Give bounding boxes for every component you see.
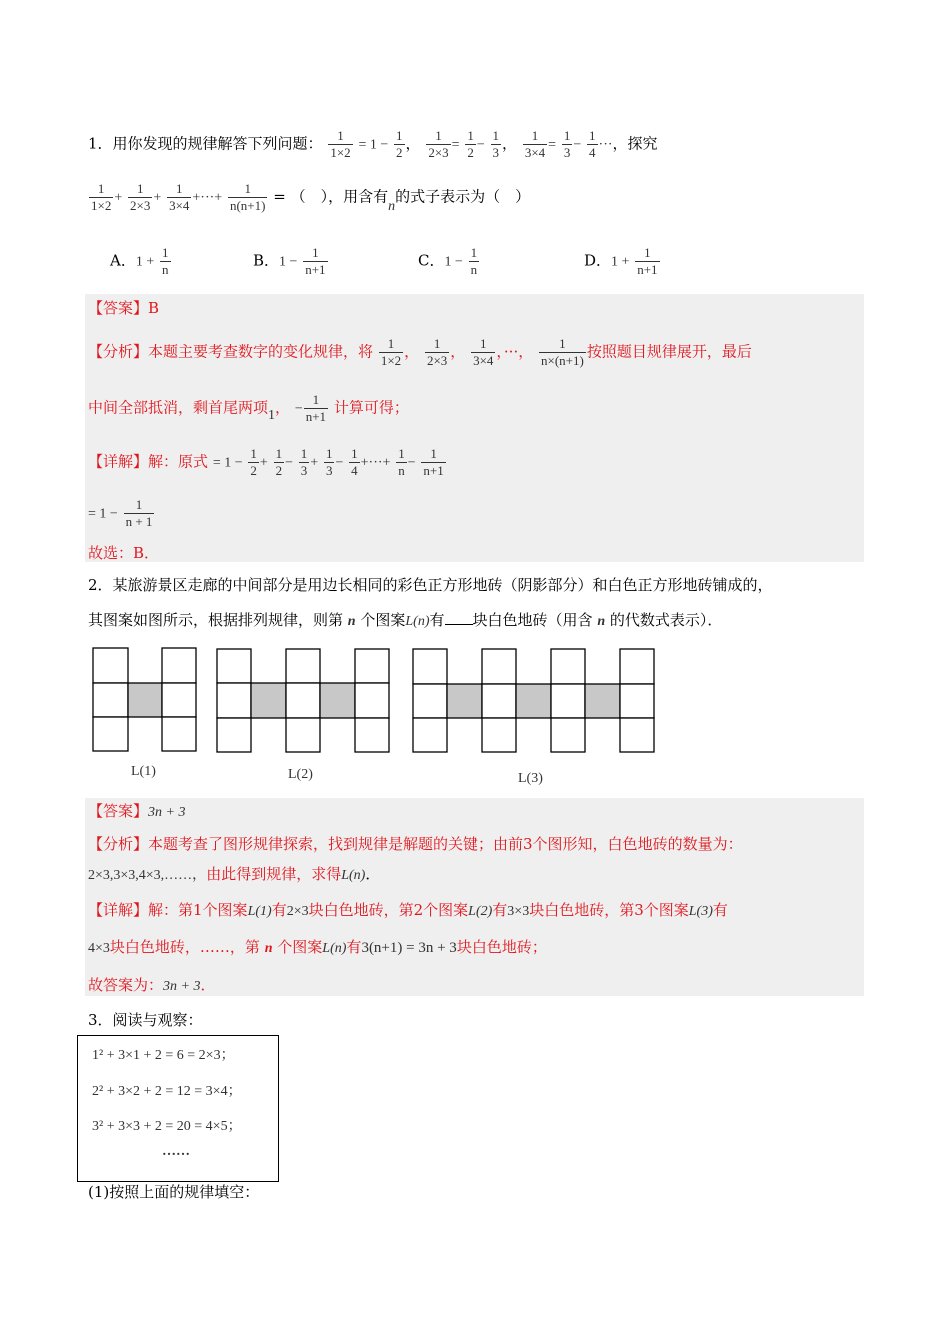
q3-stem: 3．阅读与观察：	[88, 1011, 203, 1029]
fraction: $\frac{1}{3\times 4}$	[524, 128, 546, 160]
q1-analysis: 【分析】本题主要考查数字的变化规律，将 $\frac{1}{1\times 2}$ ， $\frac{1}{2\times 3}$ ， $\frac{1}{3\times 4}$ ，···， $\frac{1}{n\times(n+1)}$ 按照题目规律展开，最后	[88, 336, 752, 368]
q2-analysis: 【分析】本题考查了图形规律探索，找到规律是解题的关键；由前3个图形知，白色地砖的数量为：	[88, 835, 743, 853]
obs-line-1: 1² + 3×1 + 2 = 6 = 2×3；	[92, 1048, 235, 1063]
figure-label-l1: L(1)	[131, 764, 156, 779]
q2-answer-box	[85, 798, 864, 996]
q1-answer-box	[85, 294, 864, 562]
q1-sum-line: $\frac{1}{1\times 2}$ + $\frac{1}{2\times 3}$ + $\frac{1}{3\times 4}$ +···+ $\frac{1}{n(n+1)}$ = （ ），用含有n的式子表示为（ ）	[91, 181, 531, 214]
fraction: $\frac{1}{3}$	[563, 128, 571, 160]
obs-line-3: 3² + 3×3 + 2 = 20 = 4×5；	[92, 1119, 242, 1134]
fraction: $\frac{1}{2}$	[467, 128, 474, 160]
q2-analysis-line2: 2×3,3×3,4×3,……，由此得到规律，求得L(n)．	[88, 865, 381, 883]
fraction: $\frac{1}{2}$	[396, 128, 403, 160]
fraction: $\frac{1}{n(n+1)}$	[229, 181, 266, 213]
option-d[interactable]: D．1 + $\frac{1}{n+1}$	[584, 245, 658, 277]
q1-stem: 1．用你发现的规律解答下列问题： $\frac{1}{1\times 2}$ = 1 − $\frac{1}{2}$ ， $\frac{1}{2\times 3}$ = $\frac{1}{2}$ − $\frac{1}{3}$ ， $\frac{1}{3\times 4}$ = $\frac{1}{3}$ − $\frac{1}{4}$ ···，探究	[88, 128, 658, 160]
q2-stem-line2: 其图案如图所示，根据排列规律，则第 n 个图案L(n)有 块白色地砖（用含 n 的代数式表示）．	[88, 611, 723, 629]
fraction: $\frac{1}{2\times 3}$	[130, 181, 151, 213]
figure-label-l3: L(3)	[518, 771, 543, 786]
obs-line-ellipsis: ……	[162, 1144, 190, 1159]
fraction: $\frac{1}{3\times 4}$	[169, 181, 190, 213]
figure-l2	[217, 649, 389, 752]
q3-observation-box	[77, 1035, 279, 1182]
q2-answer: 【答案】3n + 3	[88, 802, 186, 820]
q3-sub1: (1)按照上面的规律填空：	[88, 1183, 260, 1201]
fraction: $\frac{1}{1\times 2}$	[330, 128, 351, 160]
q2-detail-line2: 4×3块白色地砖，……，第 n 个图案L(n)有3(n+1) = 3n + 3块白色地砖；	[88, 938, 547, 956]
figure-l3	[413, 649, 654, 752]
option-c[interactable]: C．1 − $\frac{1}{n}$	[418, 245, 478, 277]
figure-l1	[93, 648, 196, 751]
q1-detail: 【详解】解：原式 = 1 − $\frac{1}{2}$ + $\frac{1}{2}$ − $\frac{1}{3}$ + $\frac{1}{3}$ − $\frac{1}{4}$ +···+ $\frac{1}{n}$ − $\frac{1}{n+1}$	[88, 446, 444, 478]
option-b[interactable]: B．1 − $\frac{1}{n+1}$	[253, 245, 326, 277]
q2-stem-line1: 2．某旅游景区走廊的中间部分是用边长相同的彩色正方形地砖（阴影部分）和白色正方形地砖铺成的，	[88, 576, 773, 594]
figure-label-l2: L(2)	[288, 767, 313, 782]
q1-answer: 【答案】B	[88, 299, 160, 317]
q2-detail: 【详解】解：第1个图案L(1)有2×3块白色地砖，第2个图案L(2)有3×3块白色地砖，第3个图案L(3)有	[88, 901, 728, 919]
obs-line-2: 2² + 3×2 + 2 = 12 = 3×4；	[92, 1084, 242, 1099]
q1-choose: 故选：B．	[88, 544, 160, 562]
option-a[interactable]: A．1 + $\frac{1}{n}$	[110, 245, 169, 277]
q2-final: 故答案为：3n + 3．	[88, 976, 216, 994]
q1-analysis-line2: 中间全部抵消，剩首尾两项1， − $\frac{1}{n+1}$ 计算可得；	[88, 392, 409, 424]
fraction: $\frac{1}{1\times 2}$	[91, 181, 112, 213]
fraction: $\frac{1}{2\times 3}$	[428, 128, 449, 160]
tile-figures	[92, 647, 658, 789]
fraction: $\frac{1}{3}$	[492, 128, 500, 160]
answer-blank[interactable]	[445, 610, 473, 625]
q1-result: = 1 − $\frac{1}{n + 1}$	[88, 497, 153, 529]
fraction: $\frac{1}{4}$	[589, 128, 596, 160]
